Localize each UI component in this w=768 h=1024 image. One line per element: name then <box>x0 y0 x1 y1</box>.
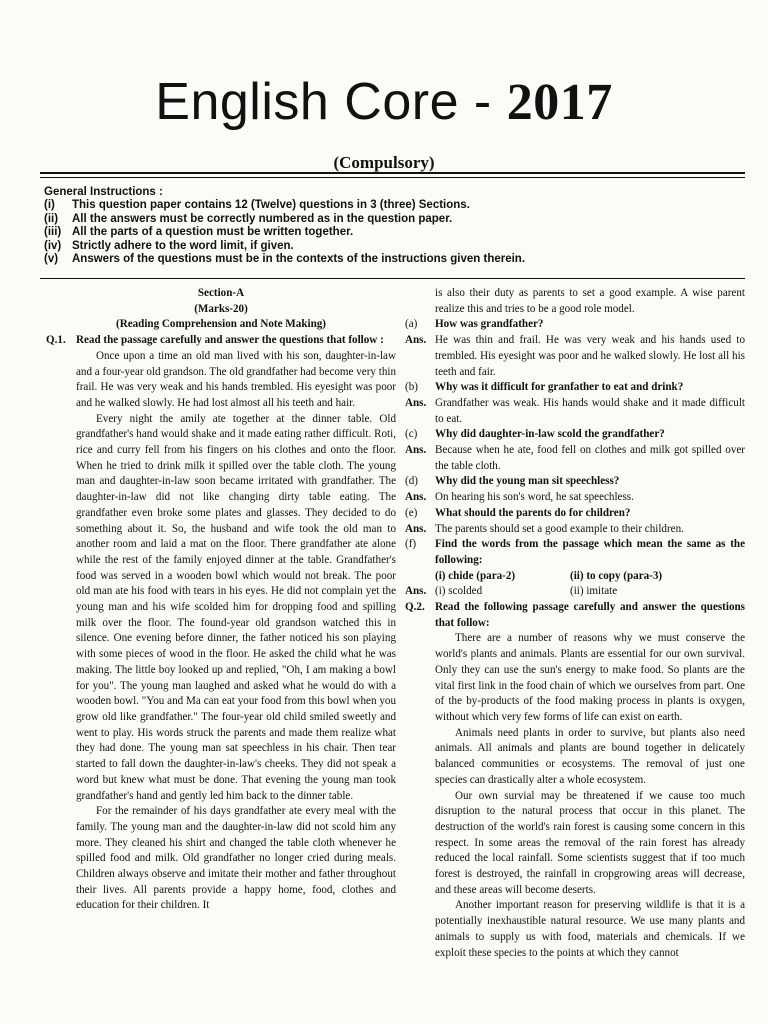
question-number: Q.2. <box>405 601 425 614</box>
answer-text: Because when he ate, food fell on clothes and milk got spilled over the table cloth. <box>435 444 745 472</box>
answer <box>405 443 745 474</box>
title-year: 2017 <box>506 74 613 131</box>
answer-text: Grandfather was weak. His hands would shake and it made difficult to eat. <box>435 396 745 425</box>
instruction-item <box>44 226 744 239</box>
word-answer: (i) scolded <box>435 585 483 598</box>
sub-question <box>405 380 745 396</box>
instruction-text: Answers of the questions must be in the contexts of the instructions given therein. <box>72 253 526 266</box>
sub-question <box>405 506 745 522</box>
left-column <box>46 286 396 914</box>
sub-question-number: (b) <box>405 381 418 394</box>
instruction-item <box>44 213 744 226</box>
sub-question-number: (f) <box>405 538 417 551</box>
sub-question-text: Why did daughter-in-law scold the grandfather? <box>435 428 665 441</box>
answer-label: Ans. <box>405 396 427 409</box>
instruction-text: All the answers must be correctly numbered as in the question paper. <box>72 212 453 225</box>
section-topic: (Reading Comprehension and Note Making) <box>116 318 326 331</box>
sub-question <box>405 427 745 443</box>
sub-question <box>405 474 745 490</box>
answer <box>405 522 745 538</box>
instruction-item <box>44 253 744 266</box>
answer-text: He was thin and frail. He was very weak and his hands used to trembled. His eyesight was poor and he walked slowly. He lost all his teeth and fair. <box>435 334 745 378</box>
question-prompt: Read the following passage carefully and answer the questions that follow: <box>435 601 745 629</box>
right-column <box>405 286 745 961</box>
answer-label: Ans. <box>405 491 427 504</box>
title-main: English Core - <box>155 73 507 131</box>
word-option: (ii) to copy (para-3) <box>570 569 663 582</box>
sub-question-number: (a) <box>405 318 418 331</box>
instruction-item <box>44 199 744 212</box>
passage-paragraph: Once upon a time an old man lived with his son, daughter-in-law and a four-year old grandson. The old grandfather had become very thin frail. He was very weak and his hands trembled. His eyesight was poor and he walked slowly. He had lost almost all his teeth and hair. <box>76 349 396 409</box>
passage-paragraph: There are a number of reasons why we must conserve the world's plants and animals. Plants are essential for our own survival. Only they can use the sun's energy to make food. So plants are the vital first link in the food chain of which we ourselves from part. One of the by-products of the food making process in plants is oxygen, without which very few forms of life can exist on earth. <box>435 632 745 723</box>
passage-paragraph: Every night the amily ate together at the dinner table. Old grandfather's hand would shake and it made eating rather difficult. Roti, rice and curry fell from his fingers on his clothes and onto the floor. When he tried to drink milk it spilled over the table cloth. The young man and daughter-in-law soon became irritated with grandfather. The daughter-in-law did not like changing dirty table eating. The grandfather even broke some plates and glasses. They decided to do something about it. So, the husband and wife took the old man to another room and laid a mat on the floor. There grandfather ate alone while the rest of the family enjoyed dinner at the table. Grandfather's food was served in a wooden bowl which would not break. The poor old man ate his food with tears in his eyes. He did not complain yet the young man and his wife scolded him for dropping food and spilling milk over the floor. The found-year old grandson watched this in silence. One evening before dinner, the father noticed his son playing with some pieces of wood in the floor. He asked the child what he was making. The little boy looked up and replied, "Oh, I am making a bowl for you". The young man laughed and asked what he would do with a wooden bowl. "You and Ma can eat your food from this bowl when you grow old like grandfather." The four-year old child smiled sweetly and went to play. His words struck the parents and made them realize what they had done. The young man sat speechless in his chair. Then tear started to fall down the daughter-in-law's cheeks. They did not speak a word but knew what must be done. That evening the young man took grandfather's hand and gently led him back to the dinner table. <box>76 412 396 802</box>
sub-question-number: (c) <box>405 428 418 441</box>
answer-label: Ans. <box>405 334 427 347</box>
instructions-heading: General Instructions : <box>44 186 163 198</box>
passage-paragraph: For the remainder of his days grandfather ate every meal with the family. The young man and the daughter-in-law did not scold him any more. They cleaned his shirt and changed the table cloth whenever he spilled food and milk. Old grandfather no longer cried during meals. Children always observe and imitate their mother and father throughout their lives. All parents provide a happy home, food, clothes and education for their children. It <box>76 805 396 912</box>
page-subtitle: (Compulsory) <box>333 153 435 172</box>
divider-instructions <box>40 278 745 279</box>
answer <box>405 333 745 380</box>
sub-question <box>405 537 745 568</box>
question-prompt: Read the passage carefully and answer the questions that follow : <box>76 334 384 347</box>
instruction-number: (ii) <box>44 212 59 225</box>
section-name: Section-A <box>197 287 245 299</box>
question-1 <box>46 333 396 349</box>
answer <box>405 490 745 506</box>
answer-label: Ans. <box>405 444 427 457</box>
sub-question-number: (d) <box>405 475 418 488</box>
sub-question-number: (e) <box>405 506 418 519</box>
answer <box>405 396 745 427</box>
answer-text: The parents should set a good example to their children. <box>435 522 684 535</box>
sub-question-text: Why did the young man sit speechless? <box>435 475 620 488</box>
instruction-number: (i) <box>44 199 55 212</box>
answer <box>405 584 745 600</box>
instruction-text: All the parts of a question must be written together. <box>72 226 354 239</box>
divider-thin <box>40 177 745 178</box>
sub-question-text: How was grandfather? <box>435 318 544 331</box>
passage-paragraph: Another important reason for preserving wildlife is that it is a potentially inexhaustible natural resource. We use many plants and animals to supply us with food, materials and chemicals. If we exploit these species to the points at which they cannot <box>435 899 745 959</box>
question-2 <box>405 600 745 631</box>
answer-label: Ans. <box>405 522 427 535</box>
question-number: Q.1. <box>46 334 66 347</box>
passage-paragraph: Our own survial may be threatened if we cause too much disruption to the natural process that occur in this planet. The destruction of the world's rain forest is causing some concern in this respect. In some areas the removal of the rain forest has already reduced the local rainfall. Some scientists suggest that if too much forest is destroyed, the rainfall in cropgrowing areas will decrease, and these areas will become deserts. <box>435 789 745 896</box>
sub-question-text: Find the words from the passage which mean the same as the following: <box>435 538 745 566</box>
word-options <box>405 569 745 585</box>
sub-question-text: What should the parents do for children? <box>435 506 631 519</box>
word-answer: (ii) imitate <box>570 585 618 598</box>
answer-label: Ans. <box>405 585 427 598</box>
section-marks: (Marks-20) <box>194 302 248 315</box>
instruction-text: This question paper contains 12 (Twelve) questions in 3 (three) Sections. <box>72 199 470 212</box>
instruction-number: (iv) <box>44 239 62 252</box>
passage-paragraph: Animals need plants in order to survive, but plants also need animals. All animals and plants are bound together in delicately balanced communities or ecosystems. The removal of just one species can drastically alter a whole ecosystem. <box>435 726 745 786</box>
instruction-item <box>44 240 744 253</box>
answer-text: On hearing his son's word, he sat speechless. <box>435 491 634 504</box>
divider-thick <box>40 172 745 174</box>
instruction-number: (v) <box>44 253 59 266</box>
general-instructions <box>44 186 744 266</box>
instruction-number: (iii) <box>44 226 62 239</box>
page-title <box>0 72 768 132</box>
sub-question <box>405 317 745 333</box>
word-option: (i) chide (para-2) <box>435 569 516 582</box>
sub-question-text: Why was it difficult for granfather to eat and drink? <box>435 381 684 394</box>
passage-continuation: is also their duty as parents to set a good example. A wise parent realize this and tries to be a good role model. <box>435 287 745 315</box>
instruction-text: Strictly adhere to the word limit, if given. <box>72 239 294 252</box>
